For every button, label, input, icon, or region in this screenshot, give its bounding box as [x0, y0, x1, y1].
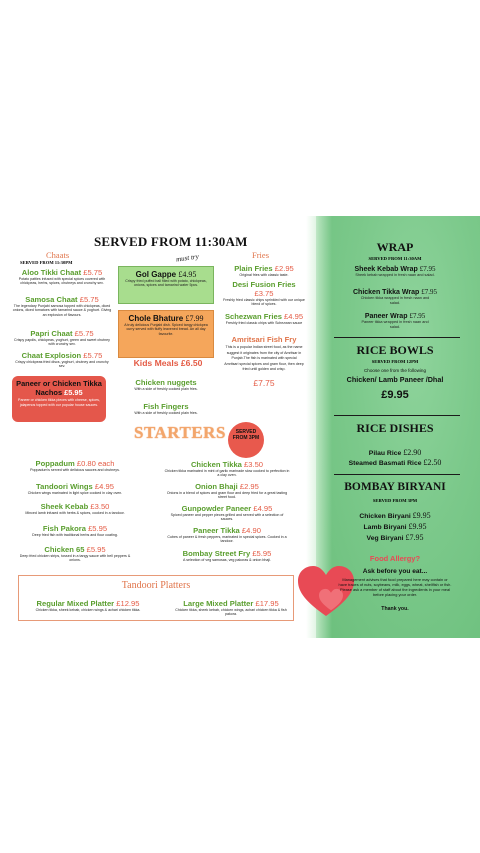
item-desc: A selection of veg samosas, veg pakoras & onion bhaji. — [183, 558, 271, 562]
nuggets-item: Chicken nuggets With a side of freshly cooked plain fries. — [118, 378, 214, 391]
item-name: Aloo Tikki Chaat — [21, 268, 82, 277]
item-name: Pilau Rice — [368, 450, 402, 457]
item-price: £5.75 — [74, 329, 94, 338]
fries-item — [222, 280, 306, 307]
rice-bowls-choose: Choose one from the following — [363, 368, 427, 373]
item-name: Tandoori Wings — [36, 482, 93, 491]
item-price: £12.95 — [116, 599, 140, 608]
rice-bowls-options: Chicken/ Lamb Paneer /Dhal — [346, 375, 444, 384]
item-name: Veg Biryani — [366, 535, 404, 542]
chaats-heading: Chaats — [46, 250, 70, 260]
item-price: £2.50 — [423, 458, 442, 467]
item-desc: Cubes of paneer & fresh peppers, marinated in special spices. Cooked in a tandoor. — [167, 535, 287, 544]
starter-item — [164, 526, 290, 544]
starter-item — [16, 502, 134, 515]
item-desc: Crispy chickpeas fried discs, yoghurt, chutney and crunchy sev. — [15, 360, 109, 369]
biryani-item — [330, 511, 460, 520]
item-price: £7.95 — [421, 288, 437, 296]
item-price: £2.95 — [274, 264, 294, 273]
item-price: £4.90 — [241, 526, 261, 535]
starter-item — [164, 482, 290, 500]
rice-dishes-heading: RICE DISHES — [356, 421, 434, 435]
fries-heading: Fries — [252, 250, 269, 260]
item-name: Poppadum — [35, 459, 75, 468]
item-desc: Deep fried fish with traditional herbs and flour coating. — [32, 533, 118, 537]
item-desc: Paneer or chicken tikka pieces with cheese, spices, jalapenos topped with our popular house sauces. — [18, 398, 100, 407]
item-price: £7.95 — [409, 312, 426, 320]
item-price: £4.95 — [178, 270, 197, 279]
biryani-served: SERVED FROM 3PM — [372, 498, 418, 503]
item-desc: Chicken tikka wrapped in fresh naan and salad. — [360, 296, 430, 305]
item-price: £5.95 — [252, 549, 272, 558]
item-desc: The legendary Punjabi samosa topped with chickpeas, diced onions, diced tomatoes with tamarind sauce & yoghurt. Giving an explosion of flavours. — [12, 304, 112, 317]
item-price: £5.95 — [86, 545, 106, 554]
gol-gappe-item — [120, 270, 212, 288]
item-name: Onion Bhaji — [195, 482, 238, 491]
platter-item — [26, 599, 150, 612]
chaats-served: SERVED FROM 11:30PM — [20, 260, 73, 265]
starter-item — [16, 459, 134, 472]
biryani-heading: BOMBAY BIRYANI — [344, 481, 446, 493]
starter-item — [164, 549, 290, 562]
item-price: £4.95 — [94, 482, 114, 491]
wrap-item — [330, 265, 460, 278]
item-price: £9.95 — [408, 522, 427, 531]
allergy-ask: Ask before you eat... — [362, 568, 428, 575]
item-desc: Crispy papdis, chickpeas, yoghurt, green and sweet chutney with crunchy sev. — [14, 338, 110, 347]
starters-heading: STARTERS — [134, 423, 226, 442]
item-price: £3.75 — [254, 289, 274, 298]
chaat-item — [14, 268, 110, 286]
item-desc: Minced lamb infused with herbs & spices, cooked in a tandoor. — [25, 511, 125, 515]
item-desc: This is a popular Indian street food, as the name suggest it originates from the city of Amritsar in Punjab.The fish is marinated with special Amritsari special spices and gram flour, then deep fried until golden and crisp. — [224, 345, 304, 372]
item-price: £5.75 — [79, 295, 99, 304]
item-desc: Chicken tikka, sheek kebab, chicken wings & achari chicken tikka. — [35, 608, 141, 612]
item-desc: Deep fried chicken strips, tossed in a tangy sauce with bell peppers & onions. — [19, 554, 131, 563]
item-name: Papri Chaat — [30, 329, 73, 338]
item-price: £3.50 — [90, 502, 110, 511]
kids-price: £6.50 — [180, 358, 203, 368]
item-name: Plain Fries — [234, 264, 273, 273]
item-name: Gol Gappe — [135, 270, 177, 279]
item-name: Sheek Kebab Wrap — [354, 266, 418, 273]
item-name: Chaat Explosion — [21, 351, 82, 360]
fries-item — [220, 312, 308, 325]
item-desc: Poppadum's served with delicious sauces and chutneys. — [30, 468, 120, 472]
item-price: £4.95 — [284, 312, 304, 321]
item-price: £5.75 — [83, 351, 103, 360]
item-name: Chicken Biryani — [359, 513, 411, 520]
item-price: £7.99 — [185, 314, 204, 323]
starter-item — [16, 482, 134, 495]
item-name: Fish Pakora — [42, 524, 86, 533]
item-desc: Sheek kebab wrapped in fresh naan and salad. — [355, 273, 435, 277]
chole-item — [120, 314, 212, 336]
chaat-item — [12, 351, 112, 369]
item-name: Gunpowder Paneer — [181, 504, 252, 513]
item-price: £3.50 — [244, 460, 264, 469]
item-price: £2.95 — [239, 482, 259, 491]
item-name: Paneer Tikka — [193, 526, 240, 535]
item-desc: Original fries with classic taste. — [239, 273, 289, 277]
item-name: Chicken Tikka — [190, 460, 242, 469]
item-price: £7.75 — [253, 377, 275, 388]
item-desc: Chicken tikka marinated in mint of garlic marinade slow cooked to perfection in a clay oven. — [164, 469, 290, 478]
item-name: Amritsari Fish Fry — [231, 335, 297, 344]
item-price: £5.95 — [88, 524, 108, 533]
item-name: Regular Mixed Platter — [36, 599, 115, 608]
item-name: Chicken Tikka Wrap — [353, 289, 420, 296]
item-price: £5.95 — [64, 387, 83, 397]
item-desc: Crispy fried puffed ball filled with potato, chickpeas, onions, spices and tamarind water 5pcs. — [125, 279, 207, 288]
amritsari-item — [224, 335, 304, 388]
biryani-item — [330, 533, 460, 542]
item-name: Paneer Wrap — [364, 313, 408, 320]
item-desc: Freshly fried classic chips with Schezwan sauce — [225, 321, 303, 325]
item-desc: Onions in a blend of spices and gram flour and deep fried for a great tasting street food. — [166, 491, 288, 500]
allergy-text: Management advises that food prepared here may contain or have traces of nuts, soybeans, milk, eggs, wheat, shellfish or fish. Please ask a member of staff about the ingredients in your meal before placing your order. — [338, 577, 452, 598]
item-name: Chole Bhature — [128, 314, 184, 323]
item-price: £7.95 — [405, 533, 424, 542]
rice-dish-item — [330, 448, 460, 457]
item-desc: Paneer tikka wrapped in fresh naan and salad. — [361, 320, 429, 329]
divider — [334, 337, 460, 338]
item-name: Desi Fusion Fries — [232, 280, 296, 289]
biryani-item — [330, 522, 460, 531]
menu-board — [0, 216, 480, 638]
item-desc: Potato patties infused with special spices covered with chickpeas, herbs, spices, chutneys and crunchy sev. — [18, 277, 106, 286]
item-price: £9.95 — [412, 511, 431, 520]
rice-bowls-price: £9.95 — [381, 389, 409, 401]
fingers-item: Fish Fingers With a side of freshly cooked plain fries. — [118, 402, 214, 415]
platter-item — [172, 599, 290, 617]
wrap-served: SERVED FROM 11:30AM — [368, 256, 422, 261]
kids-meals — [130, 358, 206, 368]
item-desc: With a side of freshly cooked plain fries. — [134, 387, 198, 391]
item-desc: Spiced paneer and pepper pieces grilled and served with a selection of sauces. — [170, 513, 284, 522]
item-price: £2.90 — [403, 448, 422, 457]
item-name: Samosa Chaat — [25, 295, 78, 304]
item-desc: Freshly fried classic chips sprinkled with our unique blend of spices. — [223, 298, 305, 307]
item-desc: Chicken wings marinated in light spice cooked in clay oven. — [27, 491, 123, 495]
rice-bowls-heading: RICE BOWLS — [356, 343, 434, 357]
item-price: £0.80 each — [76, 459, 115, 468]
item-name: Steamed Basmati Rice — [348, 460, 422, 467]
allergy-title: Food Allergy? — [369, 554, 421, 563]
item-desc: With a side of freshly cooked plain fries. — [134, 411, 198, 415]
item-desc: A truly delicious Punjabi dish. Spiced tangy chickpea curry served with fluffy leavened bread. An all day favourite. — [124, 323, 208, 336]
wrap-item — [330, 288, 460, 305]
item-name: Sheek Kebab — [40, 502, 89, 511]
item-name: Large Mixed Platter — [183, 599, 254, 608]
item-name: Chicken 65 — [44, 545, 85, 554]
nachos-item — [14, 380, 104, 407]
divider — [334, 474, 460, 475]
wrap-item — [330, 312, 460, 329]
item-price: £5.75 — [83, 268, 103, 277]
divider — [334, 415, 460, 416]
starter-item — [164, 504, 290, 522]
chaat-item — [14, 329, 110, 347]
rice-dish-item — [330, 458, 460, 467]
item-name: Bombay Street Fry — [182, 549, 251, 558]
fries-item — [222, 264, 306, 277]
starter-item — [16, 524, 134, 537]
item-name: Lamb Biryani — [363, 524, 407, 531]
chaat-item — [12, 295, 112, 317]
served-badge-text: SERVED FROM 3PM — [232, 429, 260, 442]
item-desc: Chicken tikka, sheek kebab, chicken wings, achari chicken tikka & fish pakora. — [175, 608, 287, 617]
page-title: SERVED FROM 11:30AM — [94, 234, 248, 249]
item-price: £4.95 — [253, 504, 273, 513]
allergy-thanks: Thank you. — [381, 606, 409, 612]
item-price: £17.95 — [255, 599, 279, 608]
wrap-heading: WRAP — [376, 240, 414, 254]
tandoori-heading: Tandoori Platters — [121, 580, 191, 591]
rice-bowls-served: SERVED FROM 12PM — [371, 359, 419, 364]
starter-item — [16, 545, 134, 563]
starter-item — [164, 460, 290, 478]
item-name: Schezwan Fries — [224, 312, 282, 321]
item-price: £7.95 — [419, 265, 436, 273]
item-name: Paneer or Chicken Tikka Nachos — [16, 379, 102, 397]
kids-label: Kids Meals — [133, 358, 179, 368]
must-try-note: must try — [175, 252, 200, 264]
